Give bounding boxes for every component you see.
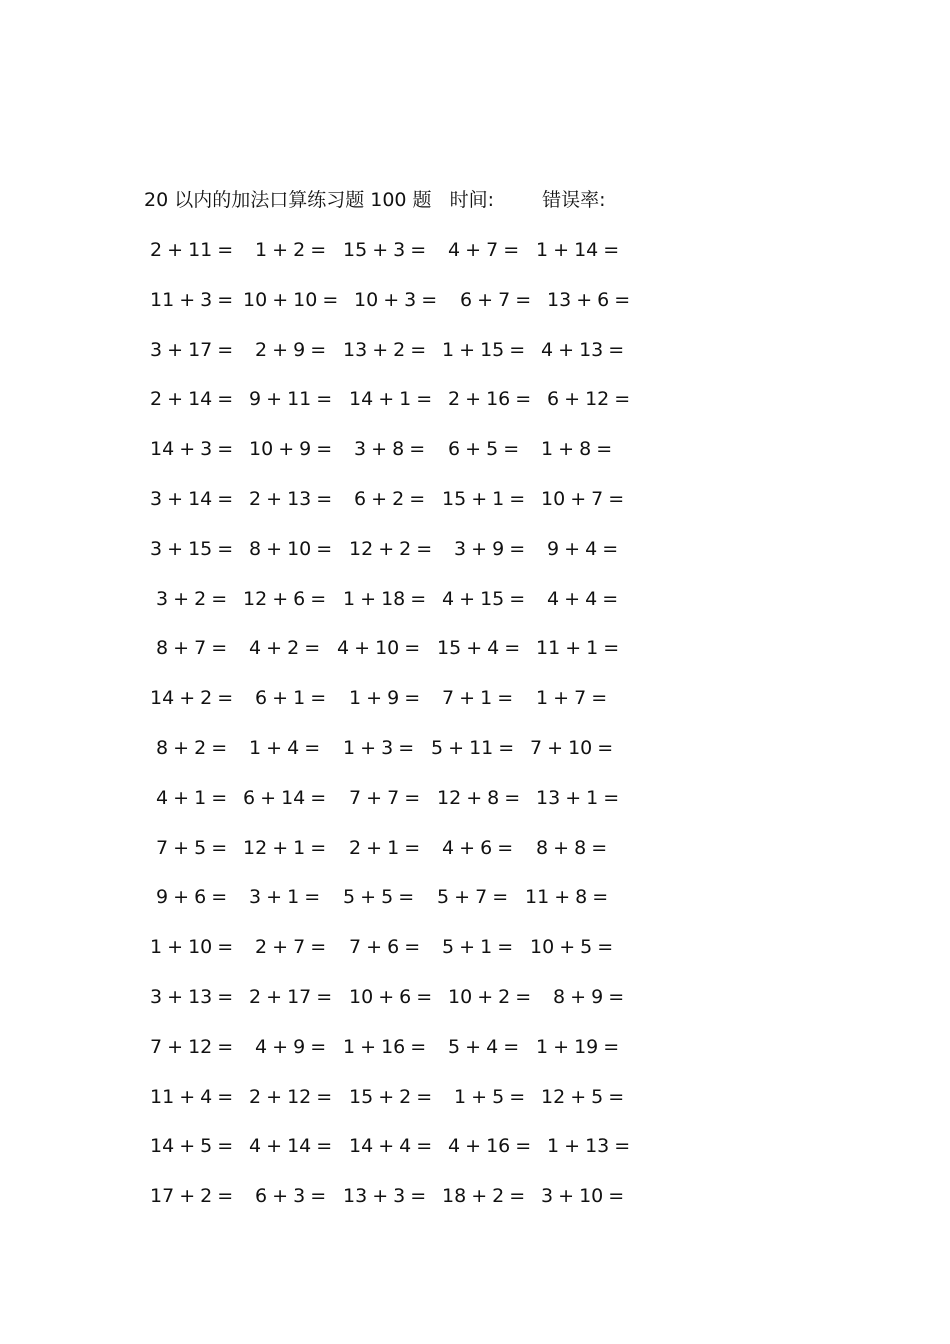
problem-r14-c5: 11 + 8 = <box>525 886 609 909</box>
problem-r13-c1: 7 + 5 = <box>156 836 228 859</box>
problem-r13-c5: 8 + 8 = <box>536 836 608 859</box>
problem-r2-c3: 10 + 3 = <box>354 288 438 311</box>
problem-r12-c1: 4 + 1 = <box>156 786 228 809</box>
problem-r7-c5: 9 + 4 = <box>547 537 619 560</box>
problem-r20-c5: 3 + 10 = <box>541 1185 625 1208</box>
problem-r8-c4: 4 + 15 = <box>442 587 526 610</box>
problem-r7-c1: 3 + 15 = <box>150 537 234 560</box>
problem-r17-c5: 1 + 19 = <box>536 1035 620 1058</box>
problem-r4-c3: 14 + 1 = <box>349 388 433 411</box>
problem-r9-c1: 8 + 7 = <box>156 637 228 660</box>
problem-r12-c5: 13 + 1 = <box>536 786 620 809</box>
problem-r9-c4: 15 + 4 = <box>437 637 521 660</box>
problem-r8-c5: 4 + 4 = <box>547 587 619 610</box>
problem-r7-c2: 8 + 10 = <box>249 537 333 560</box>
problem-r17-c3: 1 + 16 = <box>343 1035 427 1058</box>
problem-r18-c4: 1 + 5 = <box>454 1085 526 1108</box>
problem-r5-c2: 10 + 9 = <box>249 438 333 461</box>
problem-r13-c2: 12 + 1 = <box>243 836 327 859</box>
problem-r20-c1: 17 + 2 = <box>150 1185 234 1208</box>
problem-r1-c2: 1 + 2 = <box>255 239 327 261</box>
problem-r16-c5: 8 + 9 = <box>553 986 625 1008</box>
problem-r2-c1: 11 + 3 = <box>150 288 234 311</box>
worksheet-title: 20 以内的加法口算练习题 100 题 <box>144 189 432 211</box>
problem-r19-c5: 1 + 13 = <box>547 1135 631 1158</box>
problem-r15-c4: 5 + 1 = <box>442 936 514 959</box>
problem-r11-c5: 7 + 10 = <box>530 737 614 759</box>
problem-r11-c1: 8 + 2 = <box>156 737 228 759</box>
problem-r6-c2: 2 + 13 = <box>249 488 333 510</box>
problem-r3-c3: 13 + 2 = <box>343 338 427 361</box>
problem-r16-c1: 3 + 13 = <box>150 986 234 1008</box>
problem-r17-c2: 4 + 9 = <box>255 1035 327 1058</box>
problem-r18-c2: 2 + 12 = <box>249 1085 333 1108</box>
problem-r9-c5: 11 + 1 = <box>536 637 620 660</box>
problem-r5-c5: 1 + 8 = <box>541 438 613 461</box>
problem-r18-c5: 12 + 5 = <box>541 1085 625 1108</box>
problem-r11-c2: 1 + 4 = <box>249 737 321 759</box>
problem-r18-c1: 11 + 4 = <box>150 1085 234 1108</box>
time-label: 时间: <box>449 189 495 211</box>
problem-r6-c1: 3 + 14 = <box>150 488 234 510</box>
problem-r19-c1: 14 + 5 = <box>150 1135 234 1158</box>
problem-r1-c3: 15 + 3 = <box>343 239 427 261</box>
problem-r2-c4: 6 + 7 = <box>460 288 532 311</box>
problem-r6-c5: 10 + 7 = <box>541 488 625 510</box>
problem-r14-c1: 9 + 6 = <box>156 886 228 909</box>
problem-r8-c2: 12 + 6 = <box>243 587 327 610</box>
problem-r19-c2: 4 + 14 = <box>249 1135 333 1158</box>
problem-r11-c3: 1 + 3 = <box>343 737 415 759</box>
problem-r10-c1: 14 + 2 = <box>150 687 234 710</box>
problem-r7-c3: 12 + 2 = <box>349 537 433 560</box>
problem-r16-c4: 10 + 2 = <box>448 986 532 1008</box>
problem-r3-c4: 1 + 15 = <box>442 338 526 361</box>
error-rate-label: 错误率: <box>542 189 606 211</box>
problem-r10-c4: 7 + 1 = <box>442 687 514 710</box>
problem-r13-c3: 2 + 1 = <box>349 836 421 859</box>
problem-r3-c5: 4 + 13 = <box>541 338 625 361</box>
problem-r14-c4: 5 + 7 = <box>437 886 509 909</box>
problem-r1-c5: 1 + 14 = <box>536 239 620 261</box>
problem-r1-c4: 4 + 7 = <box>448 239 520 261</box>
problem-r10-c2: 6 + 1 = <box>255 687 327 710</box>
problem-r6-c4: 15 + 1 = <box>442 488 526 510</box>
problem-r9-c2: 4 + 2 = <box>249 637 321 660</box>
problem-r20-c2: 6 + 3 = <box>255 1185 327 1208</box>
problem-r15-c2: 2 + 7 = <box>255 936 327 959</box>
problem-r7-c4: 3 + 9 = <box>454 537 526 560</box>
problem-r14-c3: 5 + 5 = <box>343 886 415 909</box>
problem-r4-c5: 6 + 12 = <box>547 388 631 411</box>
problem-r12-c2: 6 + 14 = <box>243 786 327 809</box>
problem-r3-c1: 3 + 17 = <box>150 338 234 361</box>
problem-r9-c3: 4 + 10 = <box>337 637 421 660</box>
problem-r4-c2: 9 + 11 = <box>249 388 333 411</box>
problem-r19-c3: 14 + 4 = <box>349 1135 433 1158</box>
problem-r12-c4: 12 + 8 = <box>437 786 521 809</box>
problem-r8-c1: 3 + 2 = <box>156 587 228 610</box>
problem-r5-c4: 6 + 5 = <box>448 438 520 461</box>
problem-r17-c4: 5 + 4 = <box>448 1035 520 1058</box>
problem-r10-c5: 1 + 7 = <box>536 687 608 710</box>
problem-r19-c4: 4 + 16 = <box>448 1135 532 1158</box>
problem-r20-c4: 18 + 2 = <box>442 1185 526 1208</box>
problem-r4-c1: 2 + 14 = <box>150 388 234 411</box>
problem-r8-c3: 1 + 18 = <box>343 587 427 610</box>
problem-r16-c3: 10 + 6 = <box>349 986 433 1008</box>
problem-r3-c2: 2 + 9 = <box>255 338 327 361</box>
problem-r4-c4: 2 + 16 = <box>448 388 532 411</box>
problem-r20-c3: 13 + 3 = <box>343 1185 427 1208</box>
problem-r5-c1: 14 + 3 = <box>150 438 234 461</box>
problem-r2-c5: 13 + 6 = <box>547 288 631 311</box>
problem-r15-c3: 7 + 6 = <box>349 936 421 959</box>
problem-r2-c2: 10 + 10 = <box>243 288 339 311</box>
problem-r14-c2: 3 + 1 = <box>249 886 321 909</box>
problem-r16-c2: 2 + 17 = <box>249 986 333 1008</box>
problem-r5-c3: 3 + 8 = <box>354 438 426 461</box>
problem-r11-c4: 5 + 11 = <box>431 737 515 759</box>
problem-r1-c1: 2 + 11 = <box>150 239 234 261</box>
problem-r6-c3: 6 + 2 = <box>354 488 426 510</box>
problem-r10-c3: 1 + 9 = <box>349 687 421 710</box>
problem-r13-c4: 4 + 6 = <box>442 836 514 859</box>
problem-r12-c3: 7 + 7 = <box>349 786 421 809</box>
problem-r15-c5: 10 + 5 = <box>530 936 614 959</box>
problem-r15-c1: 1 + 10 = <box>150 936 234 959</box>
problem-r18-c3: 15 + 2 = <box>349 1085 433 1108</box>
problem-r17-c1: 7 + 12 = <box>150 1035 234 1058</box>
